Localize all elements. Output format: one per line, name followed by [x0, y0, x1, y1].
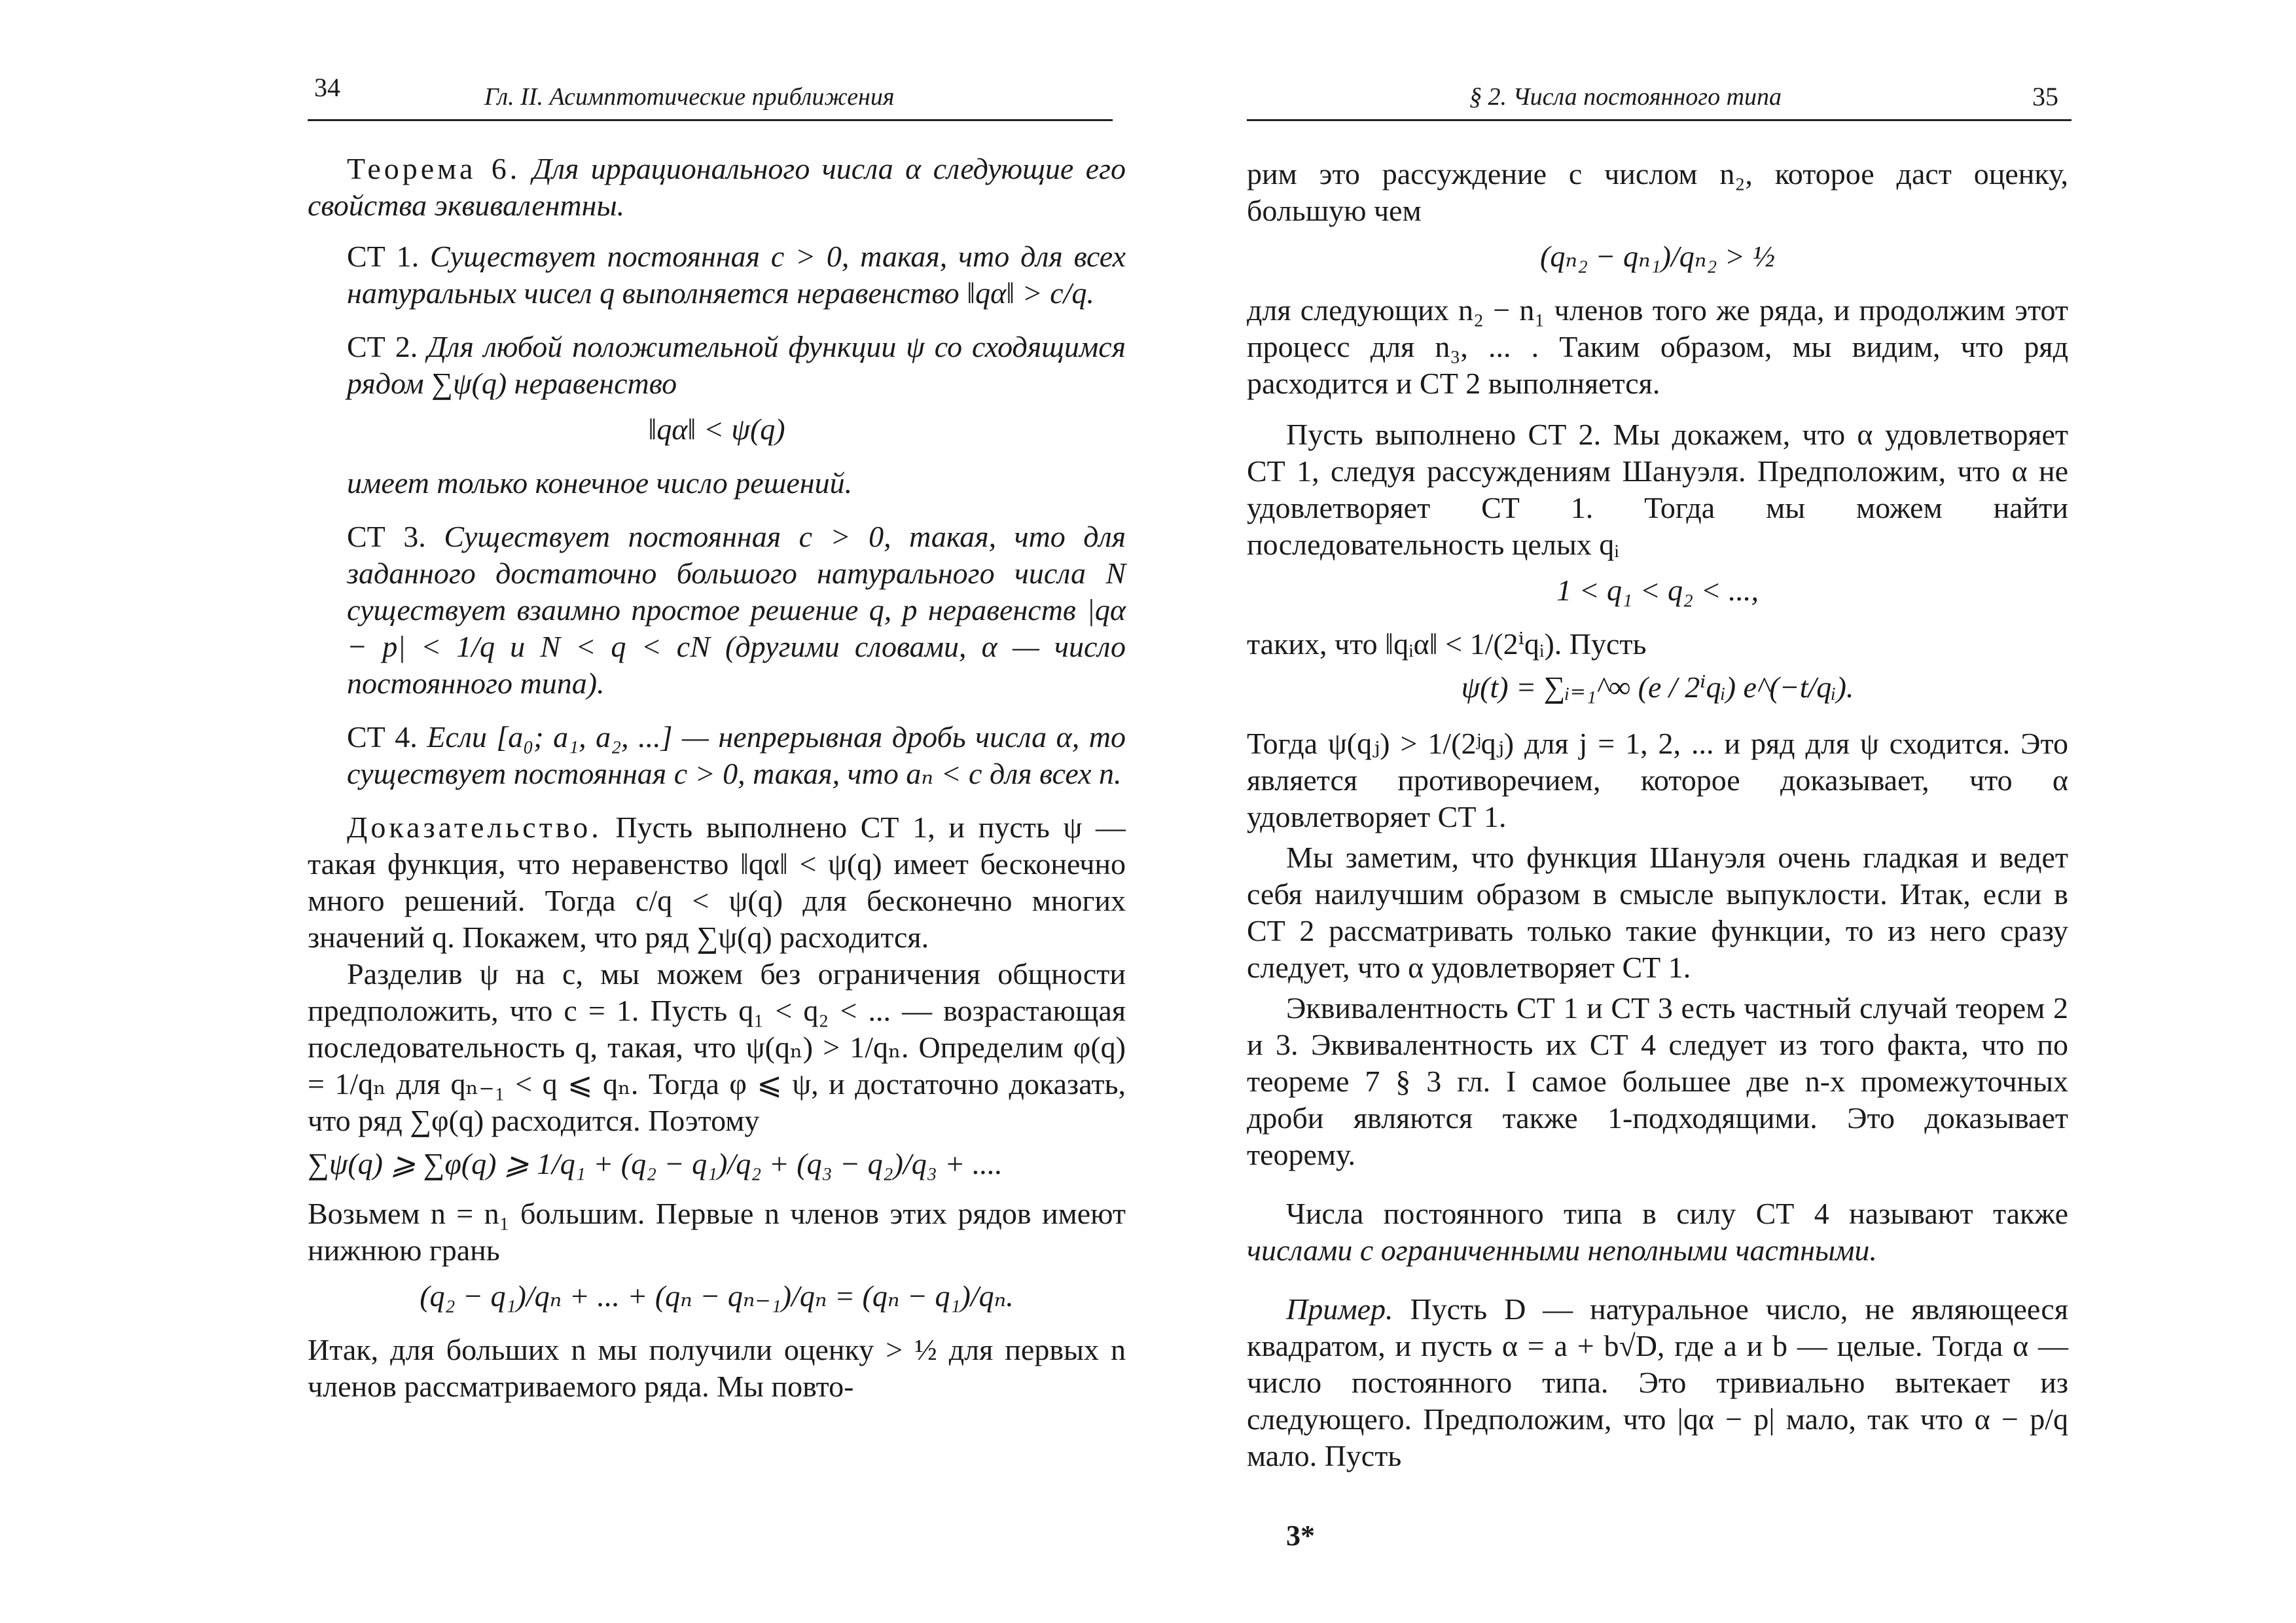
right-para2: для следующих n₂ − n₁ членов того же ряда, и продолжим этот процесс для n₃, ... . Таким образом, мы видим, что ряд расходится и СТ 2 выполняется. — [1247, 293, 2068, 400]
st4-paragraph — [308, 719, 1126, 792]
left-page-number: 34 — [314, 73, 340, 102]
right-para3: Пусть выполнено СТ 2. Мы докажем, что α удовлетворяет СТ 1, следуя рассуждениям Шануэля. Предположим, что α не удовлетворяет СТ 1. Тогда мы можем найти последовательность целых qᵢ — [1247, 418, 2068, 561]
right-formula2: 1 < q₁ < q₂ < ..., — [1556, 574, 1759, 607]
sum-inequality-formula: ∑ψ(q) ⩾ ∑φ(q) ⩾ 1/q₁ + (q₂ − q₁)/q₂ + (q₃ − q₂)/q₃ + .... — [308, 1147, 1003, 1180]
st2-paragraph — [308, 329, 1126, 402]
example-text: Пусть D — натуральное число, не являющееся квадратом, и пусть α = a + b√D, где a и b — целые. Тогда α — число постоянного типа. Это тривиально вытекает из следующего. Предположим, что |qα − p| мало, так что α − p/q мало. Пусть — [1247, 1292, 2069, 1472]
signature-mark: 3* — [1286, 1520, 1315, 1552]
right-header-rule — [1247, 119, 2072, 121]
st2-label: СТ 2. — [347, 330, 418, 363]
schanuel-function-formula: ψ(t) = ∑ᵢ₌₁^∞ (e / 2ⁱqᵢ) e^(−t/qᵢ). — [1461, 670, 1854, 704]
st1-text: Существует постоянная c > 0, такая, что для всех натуральных чисел q выполняется неравенство ‖qα‖ > c/q. — [347, 240, 1126, 310]
proof-para3: Возьмем n = n₁ большим. Первые n членов этих рядов имеют нижнюю грань — [308, 1197, 1126, 1267]
proof-para4: Итак, для больших n мы получили оценку > ½ для первых n членов рассматриваемого ряда. Мы повто- — [308, 1333, 1126, 1403]
st3-text: Существует постоянная c > 0, такая, что для заданного достаточно большого натурального числа N существует взаимно простое решение q, p неравенств |qα − p| < 1/q и N < q < cN (другими словами, α — число постоянного типа). — [347, 520, 1126, 700]
st4-label: СТ 4. — [347, 720, 418, 754]
right-running-head — [1247, 65, 2058, 111]
left-page — [308, 65, 1126, 1403]
right-para7: Эквивалентность СТ 1 и СТ 3 есть частный случай теорем 2 и 3. Эквивалентность их СТ 4 следует из того факта, что по теореме 7 § 3 гл. I самое большее две n-х промежуточных дроби являются также 1-подходящими. Это доказывает теорему. — [1247, 991, 2068, 1171]
right-formula1: (qₙ₂ − qₙ₁)/qₙ₂ > ½ — [1540, 240, 1775, 273]
left-page-body — [308, 151, 1126, 1419]
left-running-title: Гл. II. Асимптотические приближения — [484, 83, 895, 111]
example-paragraph — [1247, 1291, 2068, 1474]
proof-label: Доказательство. — [347, 811, 602, 844]
right-para4: таких, что ‖qᵢα‖ < 1/(2ⁱqᵢ). Пусть — [1247, 627, 1647, 661]
right-para5: Тогда ψ(qⱼ) > 1/(2ʲqⱼ) для j = 1, 2, ... и ряд для ψ сходится. Это является противоречием, которое доказывает, что α удовлетворяет СТ 1. — [1247, 727, 2068, 833]
right-page — [1247, 65, 2069, 1552]
theorem-text: Для иррационального числа α следующие его свойства эквивалентны. — [308, 152, 1126, 222]
right-page-body — [1247, 156, 2068, 1489]
st2-text: Для любой положительной функции ψ со сходящимся рядом ∑ψ(q) неравенство — [347, 330, 1126, 400]
left-running-head — [308, 65, 1093, 111]
st4-text: Если [a₀; a₁, a₂, ...] — непрерывная дробь числа α, то существует постоянная c > 0, такая, что aₙ < c для всех n. — [347, 720, 1126, 790]
right-para8-plain: Числа постоянного типа в силу СТ 4 называют также — [1286, 1197, 2068, 1230]
st1-paragraph — [308, 238, 1126, 312]
st3-label: СТ 3. — [347, 520, 426, 553]
right-para8 — [1247, 1195, 2068, 1269]
right-para1: рим это рассуждение с числом n₂, которое даст оценку, большую чем — [1247, 157, 2068, 227]
right-page-number: 35 — [2032, 82, 2058, 111]
lower-bound-formula: (q₂ − q₁)/qₙ + ... + (qₙ − qₙ₋₁)/qₙ = (qₙ − q₁)/qₙ. — [420, 1279, 1014, 1313]
proof-para2: Разделив ψ на c, мы можем без ограничения общности предположить, что c = 1. Пусть q₁ < q₂ < ... — возрастающая последовательность q, такая, что ψ(qₙ) > 1/qₙ. Определим φ(q) = 1/qₙ для qₙ₋₁ < q ⩽ qₙ. Тогда φ ⩽ ψ, и достаточно доказать, что ряд ∑φ(q) расходится. Поэтому — [308, 957, 1126, 1137]
st1-label: СТ 1. — [347, 240, 420, 273]
proof-paragraph — [308, 809, 1126, 956]
st2-formula: ‖qα‖ < ψ(q) — [648, 412, 785, 446]
proof-text: Пусть выполнено СТ 1, и пусть ψ — такая функция, что неравенство ‖qα‖ < ψ(q) имеет бесконечно много решений. Тогда c/q < ψ(q) для бесконечно многих значений q. Покажем, что ряд ∑ψ(q) расходится. — [308, 811, 1126, 954]
right-para8-italic: числами с ограниченными неполными частными. — [1247, 1233, 1877, 1267]
example-label: Пример. — [1286, 1292, 1393, 1326]
st2-tail: имеет только конечное число решений. — [347, 466, 853, 500]
st3-paragraph — [308, 519, 1126, 702]
right-running-title: § 2. Числа постоянного типа — [1469, 83, 1782, 111]
theorem-paragraph — [308, 151, 1126, 224]
theorem-label: Теорема 6. — [347, 152, 521, 185]
left-header-rule — [308, 119, 1113, 121]
right-para6: Мы заметим, что функция Шануэля очень гладкая и ведет себя наилучшим образом в смысле выпуклости. Итак, если в СТ 2 рассматривать только такие функции, то из него сразу следует, что α удовлетворяет СТ 1. — [1247, 841, 2068, 984]
